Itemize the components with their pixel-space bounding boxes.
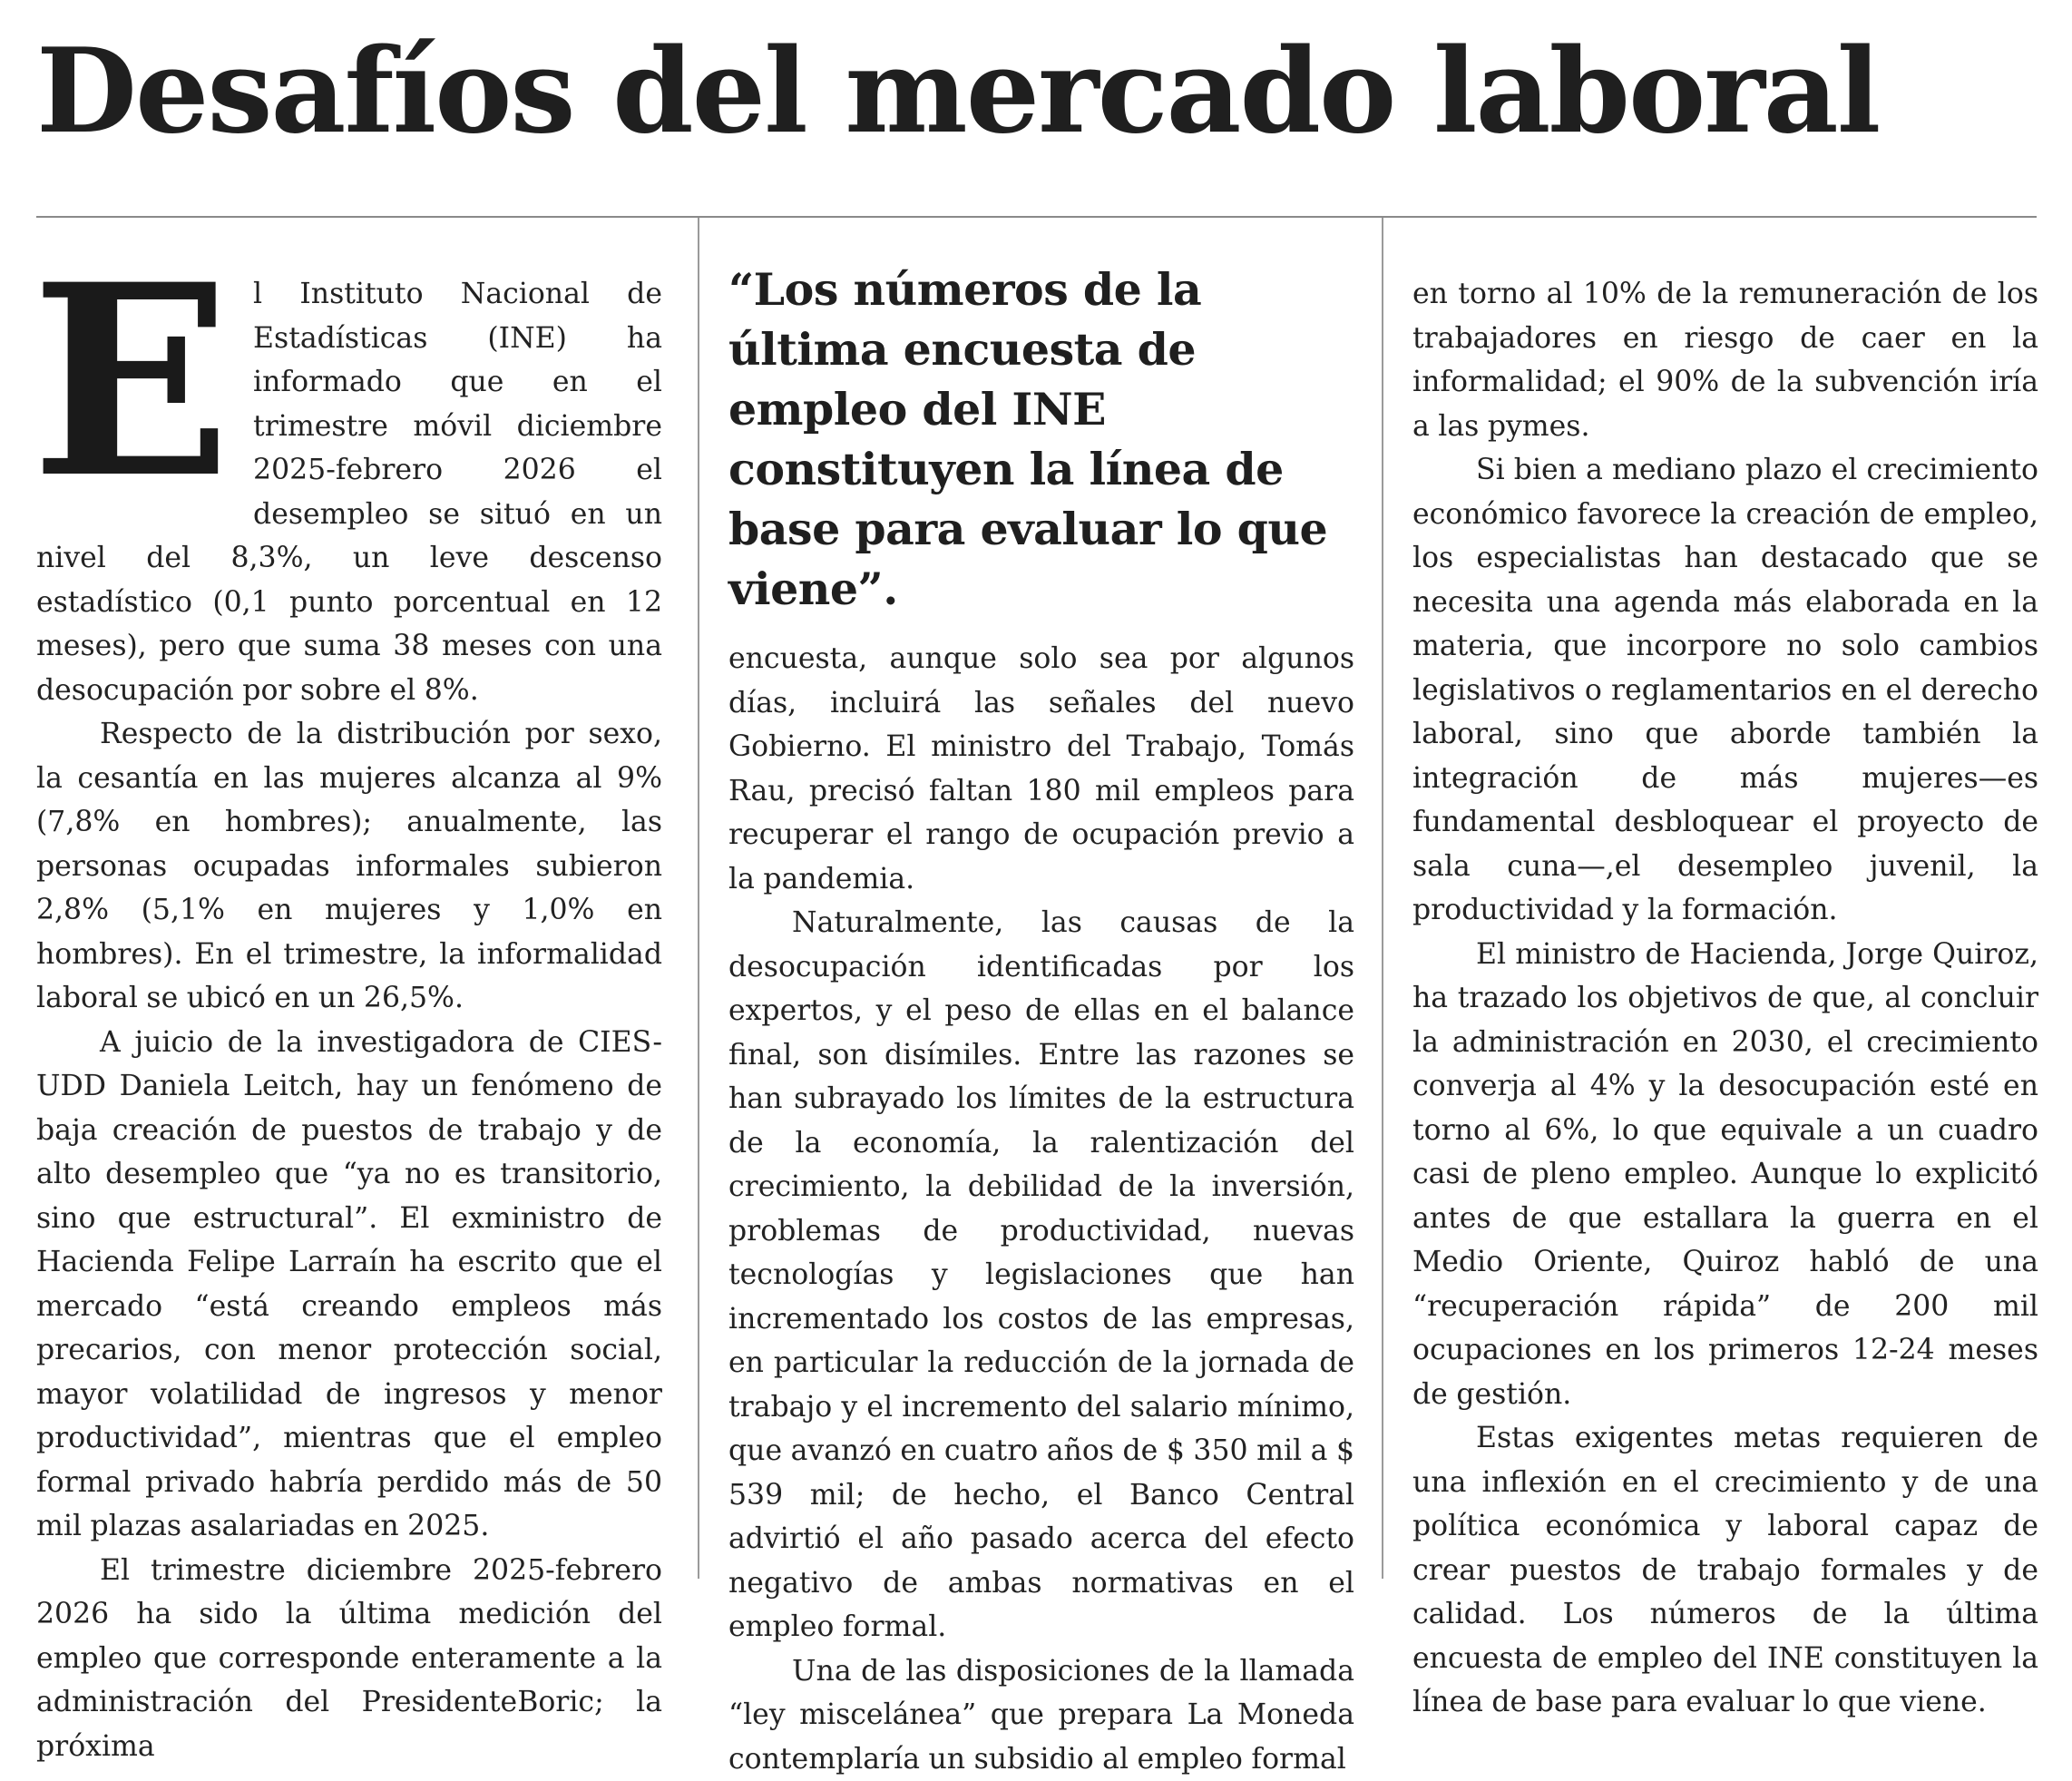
paragraph: El trimestre diciembre 2025-febrero 2026 ha sido la última medición del empleo que corresponde enteramente a la administración del PresidenteBoric; la próxima: [36, 1549, 662, 1769]
column-2: [728, 259, 1354, 1781]
column-3: [1412, 272, 2038, 1725]
paragraph: Naturalmente, las causas de la desocupación identificadas por los expertos, y el peso de ellas en el balance final, son disímiles. Entre las razones se han subrayado los límites de la estructura de la economía, la ralentización del crecimiento, la debilidad de la inversión, problemas de productividad, nuevas tecnologías y legislaciones que han incrementado los costos de las empresas, en particular la reducción de la jornada de trabajo y el incremento del salario mínimo, que avanzó en cuatro años de $ 350 mil a $ 539 mil; de hecho, el Banco Central advirtió el año pasado acerca del efecto negativo de ambas normativas en el empleo formal.: [728, 901, 1354, 1649]
column-1: [36, 272, 662, 1768]
paragraph: encuesta, aunque solo sea por algunos días, incluirá las señales del nuevo Gobierno. El ministro del Trabajo, Tomás Rau, precisó faltan 180 mil empleos para recuperar el rango de ocupación previo a la pandemia.: [728, 637, 1354, 901]
paragraph: Estas exigentes metas requieren de una inflexión en el crecimiento y de una política económica y laboral capaz de crear puestos de trabajo formales y de calidad. Los números de la última encuesta de empleo del INE constituyen la línea de base para evaluar lo que viene.: [1412, 1416, 2038, 1725]
column-divider-1: [698, 218, 699, 1579]
paragraph: A juicio de la investigadora de CIES-UDD Daniela Leitch, hay un fenómeno de baja creación de puestos de trabajo y de alto desempleo que “ya no es transitorio, sino que estructural”. El exministro de Hacienda Felipe Larraín ha escrito que el mercado “está creando empleos más precarios, con menor protección social, mayor volatilidad de ingresos y menor productividad”, mientras que el empleo formal privado habría perdido más de 50 mil plazas asalariadas en 2025.: [36, 1021, 662, 1549]
paragraph: Respecto de la distribución por sexo, la cesantía en las mujeres alcanza al 9% (7,8% en hombres); anualmente, las personas ocupadas informales subieron 2,8% (5,1% en mujeres y 1,0% en hombres). En el trimestre, la informalidad laboral se ubicó en un 26,5%.: [36, 712, 662, 1021]
pull-quote: “Los números de la última encuesta de empleo del INE constituyen la línea de base para evaluar lo que viene”.: [728, 259, 1354, 619]
paragraph: Si bien a mediano plazo el crecimiento económico favorece la creación de empleo, los especialistas han destacado que se necesita una agenda más elaborada en la materia, que incorpore no solo cambios legislativos o reglamentarios en el derecho laboral, sino que aborde también la integración de más mujeres—es fundamental desbloquear el proyecto de sala cuna—,el desempleo juvenil, la productividad y la formación.: [1412, 448, 2038, 933]
headline-rule: [36, 216, 2037, 218]
paragraph: Una de las disposiciones de la llamada “ley miscelánea” que prepara La Moneda contemplaría un subsidio al empleo formal: [728, 1649, 1354, 1781]
headline: Desafíos del mercado laboral: [36, 24, 1879, 160]
paragraph: l Instituto Nacional de Estadísticas (INE) ha informado que en el trimestre móvil diciembre 2025-febrero 2026 el desempleo se situó en un nivel del 8,3%, un leve descenso estadístico (0,1 punto porcentual en 12 meses), pero que suma 38 meses con una desocupación por sobre el 8%.: [36, 272, 662, 712]
column-divider-2: [1382, 218, 1383, 1579]
paragraph: El ministro de Hacienda, Jorge Quiroz, ha trazado los objetivos de que, al concluir la administración en 2030, el crecimiento converja al 4% y la desocupación esté en torno al 6%, lo que equivale a un cuadro casi de pleno empleo. Aunque lo explicitó antes de que estallara la guerra en el Medio Oriente, Quiroz habló de una “recuperación rápida” de 200 mil ocupaciones en los primeros 12-24 meses de gestión.: [1412, 933, 2038, 1417]
drop-cap: E: [31, 287, 231, 535]
paragraph: en torno al 10% de la remuneración de los trabajadores en riesgo de caer en la informalidad; el 90% de la subvención iría a las pymes.: [1412, 272, 2038, 448]
